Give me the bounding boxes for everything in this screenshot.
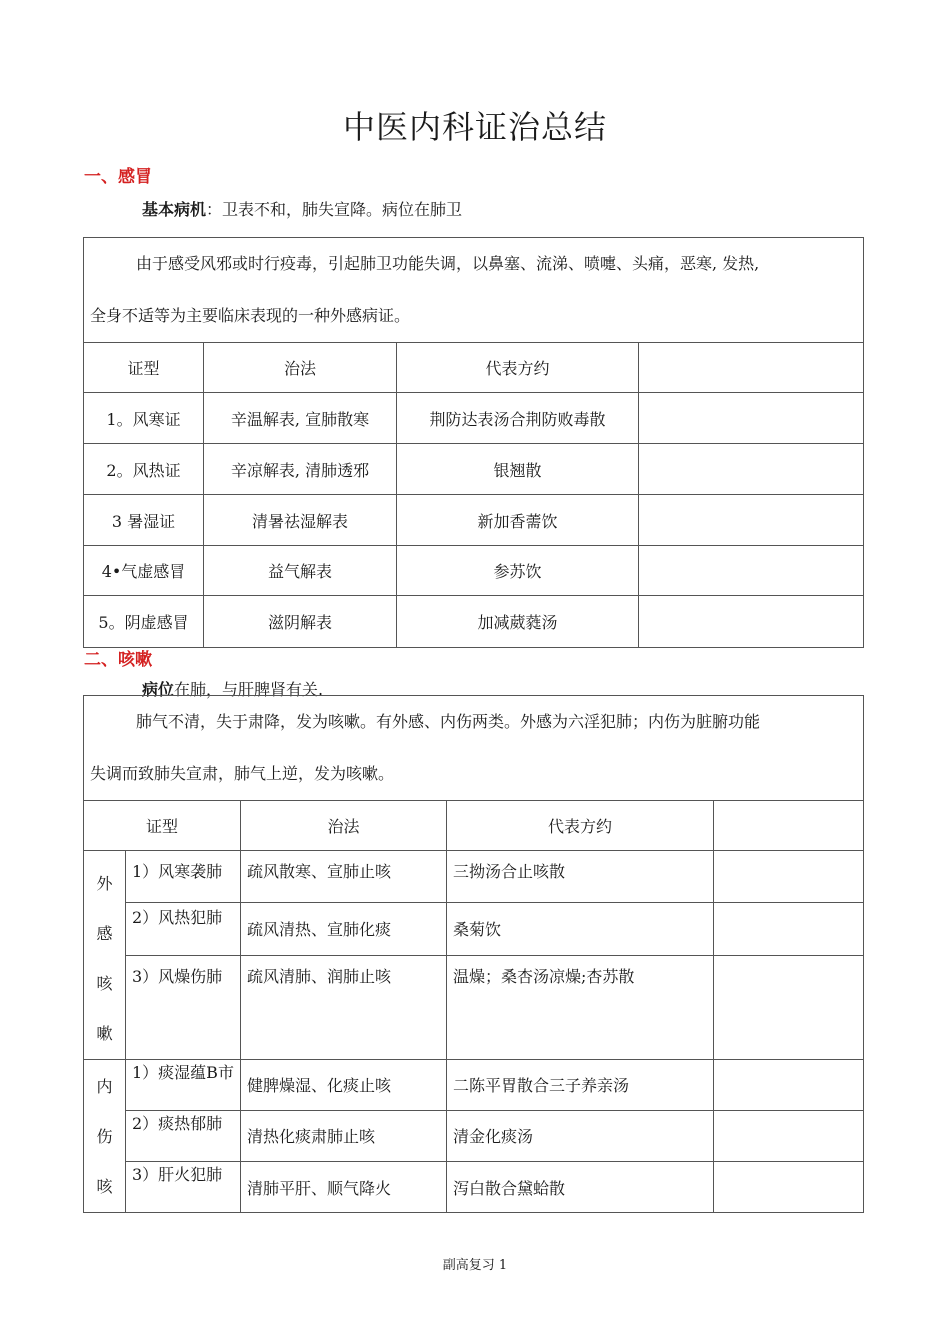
location-text: 在肺，与肝脾肾有关. xyxy=(174,680,324,699)
cell-type: 5。阴虚感冒 xyxy=(84,596,204,648)
group-char: 外 xyxy=(96,874,113,893)
cell-method: 清暑祛湿解表 xyxy=(204,495,397,546)
cold-desc-line1: 由于感受风邪或时行疫毒，引起肺卫功能失调，以鼻塞、流涕、喷嚏、头痛，恶寒, 发热, xyxy=(136,254,760,273)
cough-table xyxy=(83,695,864,1213)
cell-method: 疏风清热、宣肺化痰 xyxy=(241,903,447,955)
cell-type: 2。风热证 xyxy=(84,444,204,495)
cell-note xyxy=(714,1110,864,1162)
table-row xyxy=(84,444,864,495)
cell-note xyxy=(714,955,864,1060)
group-label-internal xyxy=(84,1060,126,1213)
cell-type: 1）风寒袭肺 xyxy=(126,851,241,903)
cell-formula: 加减葳蕤汤 xyxy=(397,596,639,648)
cell-method: 健脾燥湿、化痰止咳 xyxy=(241,1060,447,1111)
pathology-line xyxy=(142,197,462,220)
cell-method: 清肺平肝、顺气降火 xyxy=(241,1162,447,1213)
page-footer: 副高复习 1 xyxy=(442,1258,508,1273)
group-char: 内 xyxy=(96,1077,113,1096)
table-row xyxy=(84,596,864,648)
cell-note xyxy=(714,1162,864,1213)
cold-description xyxy=(84,238,864,343)
table-header-row xyxy=(84,343,864,393)
cell-type: 3 暑湿证 xyxy=(84,495,204,546)
table-row xyxy=(84,955,864,1060)
cell-formula: 银翘散 xyxy=(397,444,639,495)
cell-type: 2）痰热郁肺 xyxy=(126,1110,241,1162)
table-header-row xyxy=(84,801,864,851)
cell-formula: 新加香薷饮 xyxy=(397,495,639,546)
pathology-label: 基本病机 xyxy=(142,200,207,219)
cell-note xyxy=(639,444,864,495)
cell-note xyxy=(639,393,864,444)
table-row xyxy=(84,546,864,596)
table-row xyxy=(84,1060,864,1111)
table-row xyxy=(84,1110,864,1162)
cell-type: 4•气虚感冒 xyxy=(84,546,204,596)
cough-description-row xyxy=(84,696,864,801)
table-row xyxy=(84,393,864,444)
location-label: 病位 xyxy=(142,680,175,699)
cell-formula: 三拗汤合止咳散 xyxy=(447,851,714,903)
table-row xyxy=(84,903,864,955)
cell-note xyxy=(639,546,864,596)
cell-formula: 参苏饮 xyxy=(397,546,639,596)
pathology-text: ：卫表不和，肺失宣降。病位在肺卫 xyxy=(206,200,463,219)
cell-type: 3）肝火犯肺 xyxy=(126,1162,241,1213)
header-type: 证型 xyxy=(84,801,241,851)
header-method: 治法 xyxy=(241,801,447,851)
header-formula: 代表方约 xyxy=(447,801,714,851)
table-row xyxy=(84,851,864,903)
cell-type: 2）风热犯肺 xyxy=(126,903,241,955)
cell-method: 疏风清肺、润肺止咳 xyxy=(241,955,447,1060)
cold-description-row xyxy=(84,238,864,343)
section-heading-cold: 一、感冒 xyxy=(84,167,152,187)
cold-desc-line2: 全身不适等为主要临床表现的一种外感病证。 xyxy=(90,306,411,325)
section-heading-cough: 二、咳嗽 xyxy=(84,650,152,670)
table-row xyxy=(84,495,864,546)
cell-type: 3）风燥伤肺 xyxy=(126,955,241,1060)
group-char: 嗽 xyxy=(96,1024,113,1043)
cell-formula: 清金化痰汤 xyxy=(447,1110,714,1162)
cell-type: 1。风寒证 xyxy=(84,393,204,444)
cell-method: 清热化痰肃肺止咳 xyxy=(241,1110,447,1162)
cell-note xyxy=(714,1060,864,1111)
cough-desc-line1: 肺气不清，失于肃降，发为咳嗽。有外感、内伤两类。外感为六淫犯肺；内伤为脏腑功能 xyxy=(136,712,761,731)
cell-formula: 温燥；桑杏汤凉燥;杏苏散 xyxy=(447,955,714,1060)
cell-method: 滋阴解表 xyxy=(204,596,397,648)
cell-note xyxy=(639,495,864,546)
cough-desc-line2: 失调而致肺失宣肃，肺气上逆，发为咳嗽。 xyxy=(90,764,395,783)
cell-method: 辛凉解表, 清肺透邪 xyxy=(204,444,397,495)
table-row xyxy=(84,1162,864,1213)
cell-formula: 桑菊饮 xyxy=(447,903,714,955)
group-char: 感 xyxy=(96,924,113,943)
cough-description xyxy=(84,696,864,801)
header-type: 证型 xyxy=(84,343,204,393)
cell-method: 益气解表 xyxy=(204,546,397,596)
cell-method: 疏风散寒、宣肺止咳 xyxy=(241,851,447,903)
cell-formula: 泻白散合黛蛤散 xyxy=(447,1162,714,1213)
group-label-external xyxy=(84,851,126,1060)
cell-note xyxy=(714,903,864,955)
group-char: 咳 xyxy=(96,974,113,993)
header-note xyxy=(714,801,864,851)
page-title: 中医内科证治总结 xyxy=(342,108,607,146)
cell-type: 1）痰湿蕴B市 xyxy=(126,1060,241,1111)
header-method: 治法 xyxy=(204,343,397,393)
cell-formula: 荆防达表汤合荆防败毒散 xyxy=(397,393,639,444)
cell-note xyxy=(714,851,864,903)
group-char: 咳 xyxy=(96,1177,113,1196)
header-note xyxy=(639,343,864,393)
cell-method: 辛温解表, 宣肺散寒 xyxy=(204,393,397,444)
header-formula: 代表方约 xyxy=(397,343,639,393)
cold-table xyxy=(83,237,864,648)
group-char: 伤 xyxy=(96,1127,113,1146)
cell-formula: 二陈平胃散合三子养亲汤 xyxy=(447,1060,714,1111)
cell-note xyxy=(639,596,864,648)
